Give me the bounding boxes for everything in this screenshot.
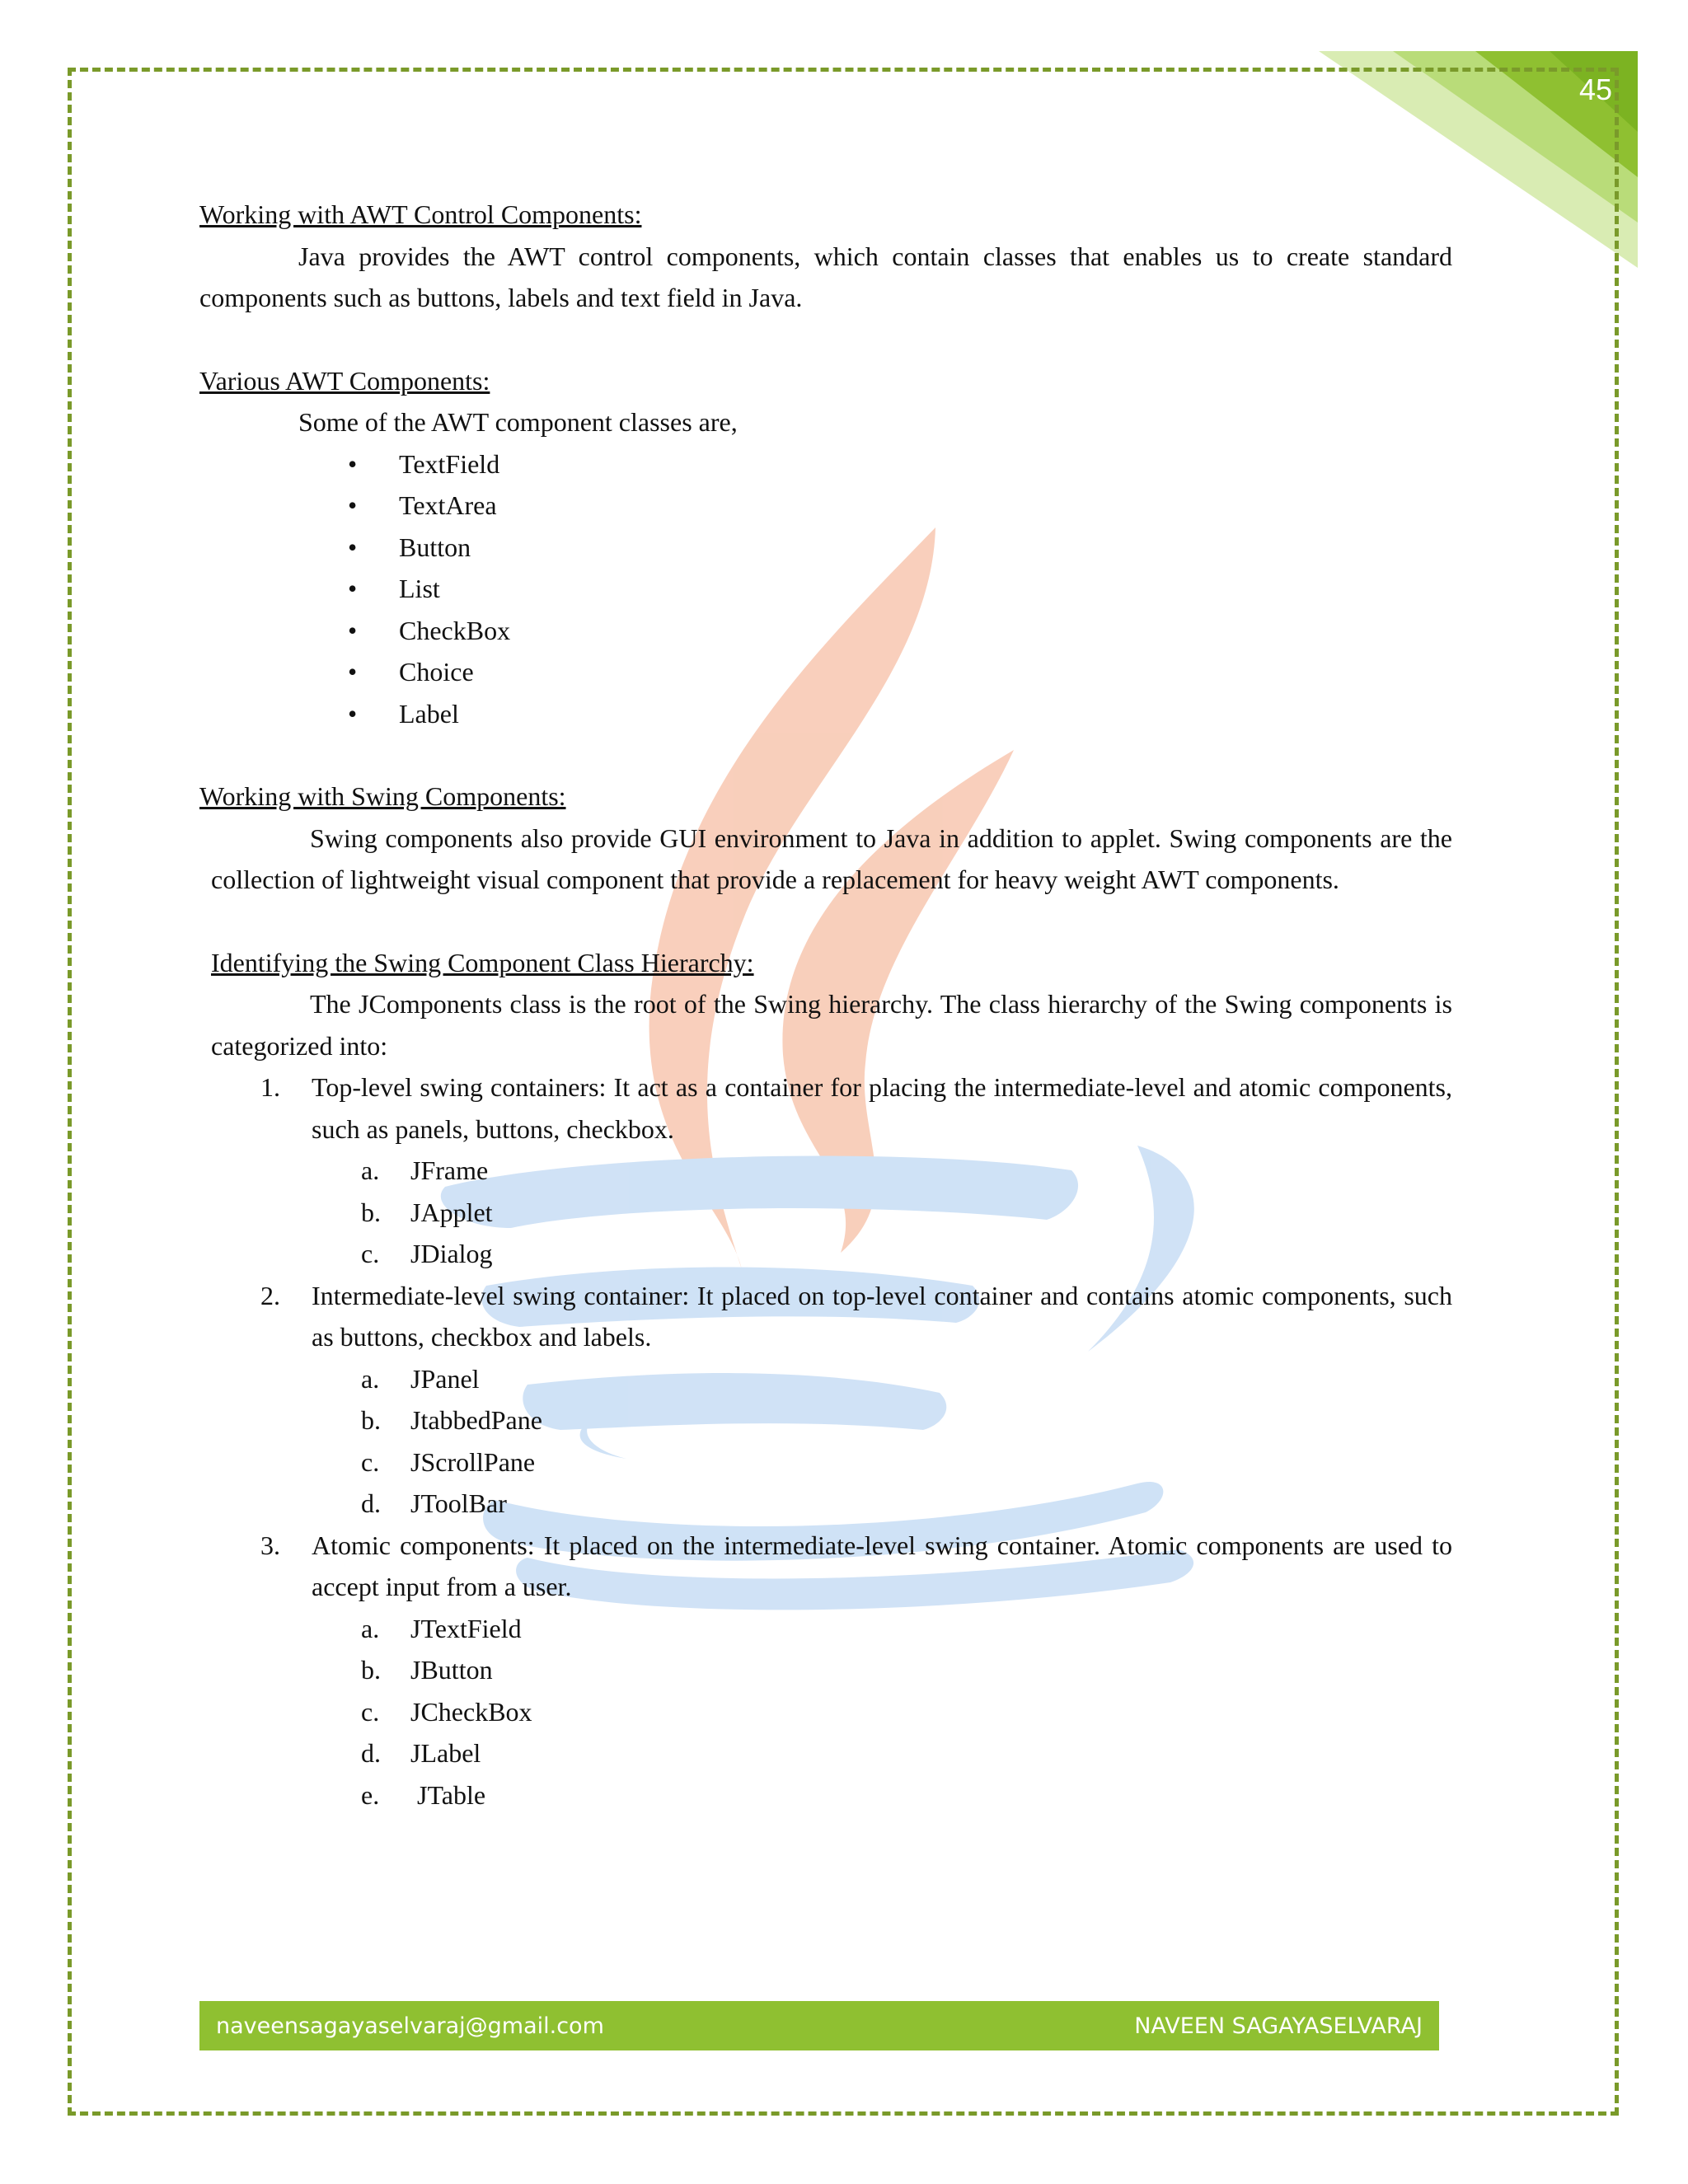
hierarchy-level-text: Top-level swing containers: It act as a container for placing the intermediate-level and atomic components, such as panels, buttons, checkbox.	[312, 1072, 1452, 1144]
paragraph-awt-control: Java provides the AWT control components, which contain classes that enables us to create standard components such as buttons, labels and text field in Java.	[199, 241, 1452, 312]
sub-list-item	[361, 1649, 1452, 1691]
list-item: • Button	[348, 527, 1452, 569]
list-marker: 2.	[260, 1280, 280, 1310]
sub-list-item-text: JApplet	[410, 1197, 493, 1227]
spacer	[199, 734, 1452, 776]
sub-list-item	[361, 1441, 1452, 1483]
sub-list-item	[361, 1150, 1452, 1192]
sub-list-item-text: JFrame	[410, 1155, 489, 1185]
sub-list-item	[361, 1358, 1452, 1400]
spacer	[199, 319, 1452, 360]
list-marker: 3.	[260, 1530, 280, 1560]
sub-list	[312, 1358, 1452, 1525]
sub-list-item-text: JDialog	[410, 1239, 493, 1268]
list-item: • CheckBox	[348, 610, 1452, 652]
sub-list-item-text: JTable	[410, 1779, 486, 1810]
section-heading-various-awt: Various AWT Components:	[199, 365, 490, 396]
awt-component-list	[199, 443, 1452, 735]
list-marker: d.	[361, 1488, 381, 1518]
hierarchy-level	[260, 1525, 1452, 1816]
list-item: • Choice	[348, 651, 1452, 693]
list-marker: c.	[361, 1696, 380, 1727]
hierarchy-level	[260, 1066, 1452, 1275]
hierarchy-level-text: Intermediate-level swing container: It placed on top-level container and contains atomic components, such as buttons, checkbox and labels.	[312, 1280, 1452, 1352]
sub-list-item-text: JScrollPane	[410, 1446, 536, 1477]
footer-email: naveensagayaselvaraj@gmail.com	[216, 2013, 604, 2039]
sub-list-item-text: JButton	[410, 1655, 493, 1685]
list-marker: a.	[361, 1613, 380, 1643]
sub-list-item	[361, 1608, 1452, 1650]
list-marker: a.	[361, 1363, 380, 1394]
sub-list-item	[361, 1774, 1452, 1816]
paragraph-swing: Swing components also provide GUI environment to Java in addition to applet. Swing components are the collection of lightweight visual component that provide a replacement for heavy weight AWT components.	[211, 823, 1452, 894]
list-item: • TextField	[348, 443, 1452, 485]
sub-list-item	[361, 1732, 1452, 1774]
list-marker: c.	[361, 1446, 380, 1477]
list-marker: d.	[361, 1738, 381, 1768]
list-marker: a.	[361, 1155, 380, 1185]
spacer	[199, 901, 1452, 942]
sub-list-item	[361, 1192, 1452, 1234]
list-marker: 1.	[260, 1072, 280, 1102]
paragraph-hierarchy: The JComponents class is the root of the Swing hierarchy. The class hierarchy of the Swing components is categorized into:	[211, 989, 1452, 1061]
list-marker: b.	[361, 1655, 381, 1685]
list-item: • TextArea	[348, 485, 1452, 527]
sub-list-item-text: JLabel	[410, 1738, 481, 1768]
footer-bar	[199, 2001, 1439, 2050]
list-item: • List	[348, 568, 1452, 610]
sub-list-item-text: JPanel	[410, 1363, 480, 1394]
sub-list-item-text: JCheckBox	[410, 1696, 532, 1727]
sub-list-item-text: JTextField	[410, 1613, 522, 1643]
hierarchy-list	[199, 1066, 1452, 1816]
sub-list-item	[361, 1233, 1452, 1275]
sub-list-item	[361, 1691, 1452, 1733]
section-heading-hierarchy: Identifying the Swing Component Class Hierarchy:	[211, 947, 754, 977]
sub-list	[312, 1150, 1452, 1275]
section-heading-swing: Working with Swing Components:	[199, 781, 566, 811]
page-number: 45	[1578, 73, 1612, 106]
section-heading-awt-control: Working with AWT Control Components:	[199, 199, 642, 229]
list-item: • Label	[348, 693, 1452, 735]
hierarchy-level-text: Atomic components: It placed on the intermediate-level swing container. Atomic components are used to accept input from a user.	[312, 1530, 1452, 1601]
sub-list-item-text: JtabbedPane	[410, 1405, 542, 1435]
sub-list	[312, 1608, 1452, 1816]
sub-list-item	[361, 1399, 1452, 1441]
sub-list-item-text: JToolBar	[410, 1488, 507, 1518]
list-marker: e.	[361, 1779, 380, 1810]
sub-list-item	[361, 1483, 1452, 1525]
list-marker: c.	[361, 1239, 380, 1268]
list-marker: b.	[361, 1197, 381, 1227]
paragraph-various-awt-intro: Some of the AWT component classes are,	[298, 407, 738, 437]
list-marker: b.	[361, 1405, 381, 1435]
footer-author: NAVEEN SAGAYASELVARAJ	[1134, 2013, 1423, 2039]
document-body	[199, 194, 1452, 1816]
hierarchy-level	[260, 1275, 1452, 1525]
